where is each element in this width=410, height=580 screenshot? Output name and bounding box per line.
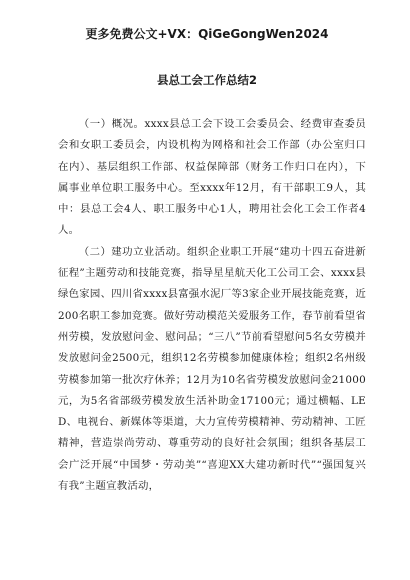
watermark-text: 更多免费公文+VX：QiGeGongWen2024 — [85, 27, 329, 41]
document-title: 县总工会工作总结2 — [156, 73, 257, 87]
paragraph-overview: （一）概况。xxxx县总工会下设工会委员会、经费审查委员会和女职工委员会，内设机构为网格和社会工作部（办公室归口在内）、基层组织工作部、权益保障部（财务工作归口在内），下属事业单位职工服务中心。至xxxx年12月，有干部职工9人，其中：县总工会4人、职工服务中心1人，聘用社会化工会工作者4人。 — [58, 118, 366, 237]
paragraph-achievements: （二）建功立业活动。组织企业职工开展“建功十四五奋进新征程”主题劳动和技能竞赛，指导星星航天化工公司工会、xxxx县绿色家园、四川省xxxx县富强水泥厂等3家企业开展技能竞赛，近200名职工参加竞赛。做好劳动模范关爱服务工作，春节前看望省州劳模，发放慰问金、慰问品；“三八”节前看望慰问5名女劳模并发放慰问金2500元，组织12名劳模参加健康体检；组织2名州级劳模参加第一批次疗休养；12月为10名省劳模发放慰问金21000元，为5名省部级劳模发放生活补助金17100元；通过横幅、LED、电视台、新媒体等渠道，大力宣传劳模精神、劳动精神、工匠精神，营造崇尚劳动、尊重劳动的良好社会氛围；组织各基层工会广泛开展“中国梦・劳动美”“喜迎XX大建功新时代”“强国复兴有我”主题宣教活动， — [58, 245, 366, 493]
